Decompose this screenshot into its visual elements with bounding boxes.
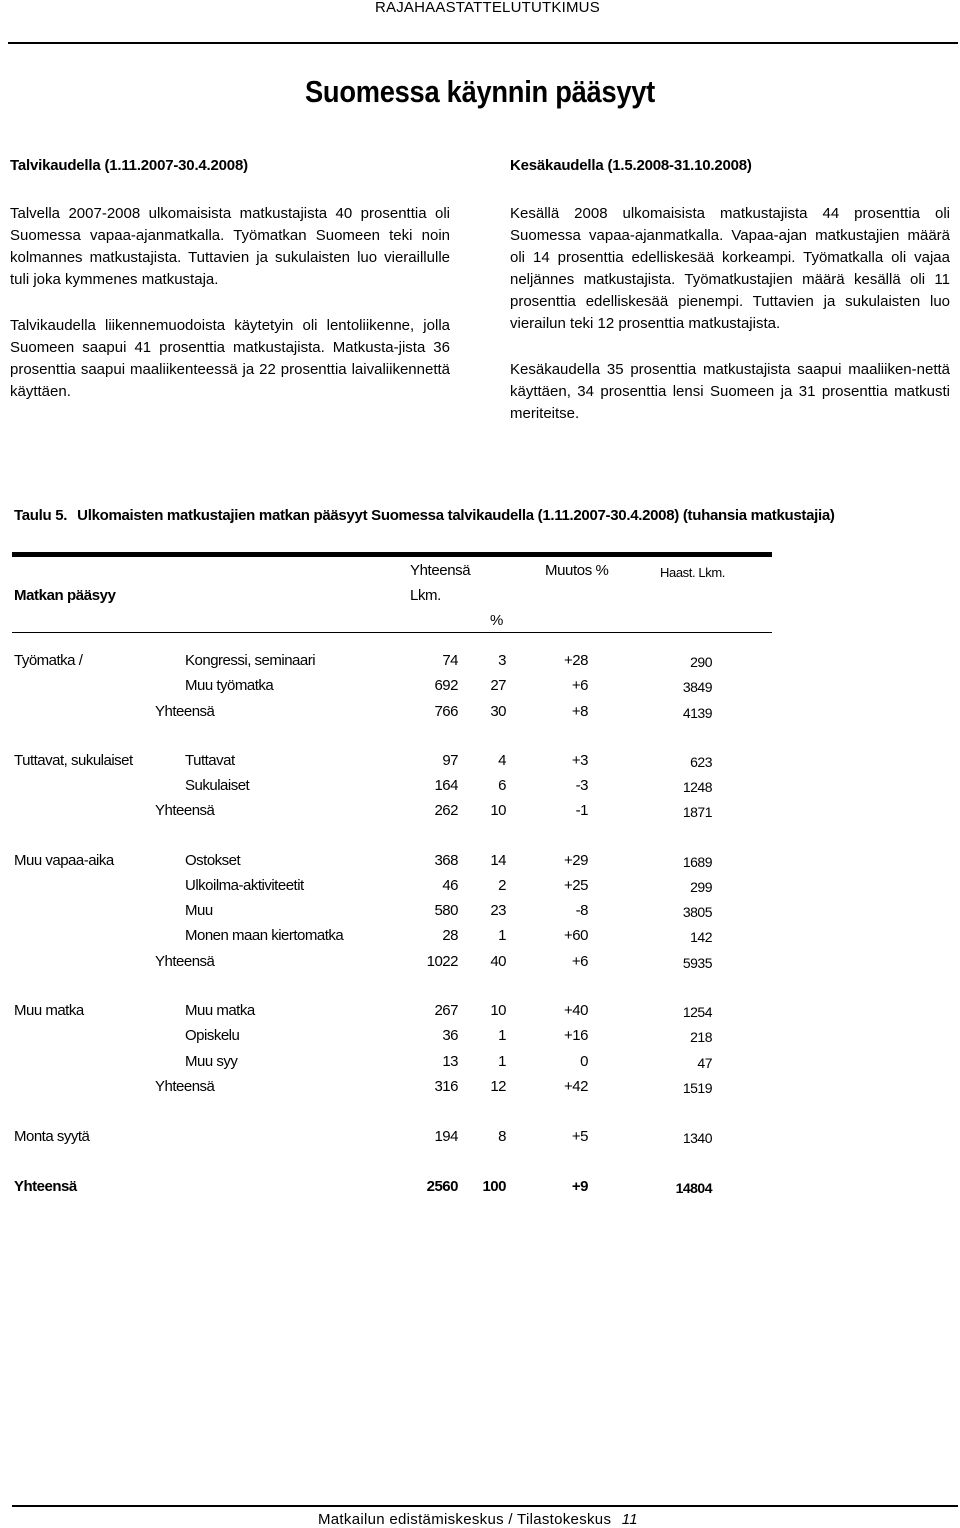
row-group-label: Muu matka — [14, 1002, 84, 1019]
cell-pct: 40 — [490, 953, 506, 970]
cell-change: 0 — [580, 1053, 588, 1070]
cell-pct: 27 — [490, 677, 506, 694]
row-sub-label: Tuttavat — [185, 752, 235, 769]
cell-haast: 1254 — [682, 1004, 712, 1020]
header-rule — [8, 42, 958, 44]
table-caption — [14, 507, 835, 524]
cell-pct: 1 — [498, 1027, 506, 1044]
cell-haast: 1689 — [682, 854, 712, 870]
cell-haast: 623 — [690, 754, 712, 770]
cell-change: -8 — [575, 902, 588, 919]
cell-lkm: 267 — [434, 1002, 458, 1019]
table-top-rule — [12, 552, 772, 557]
cell-lkm: 28 — [442, 927, 458, 944]
row-sub-label: Sukulaiset — [185, 777, 250, 794]
row-sub-label: Opiskelu — [185, 1027, 240, 1044]
row-sub-label: Ulkoilma-aktiviteetit — [185, 877, 304, 894]
cell-change: +16 — [564, 1027, 588, 1044]
cell-haast: 290 — [690, 654, 712, 670]
left-paragraph-1: Talvella 2007-2008 ulkomaisista matkustajista 40 prosenttia oli Suomessa vapaa-ajanmatkalla. Työmatkan Suomeen teki noin kolmannes matkustajista. Tuttavien ja sukulaisten luo vieraillulle tuli joka kymmenes matkustaja. — [10, 205, 450, 288]
cell-change: +6 — [571, 677, 588, 694]
footer-text: Matkailun edistämiskeskus / Tilastokeskus — [318, 1511, 612, 1528]
cell-change: +9 — [571, 1178, 588, 1195]
table-caption-text: Ulkomaisten matkustajien matkan pääsyyt Suomessa talvikaudella (1.11.2007-30.4.2008) (tuhansia matkustajia) — [77, 507, 835, 524]
cell-change: -1 — [575, 802, 588, 819]
row-group-label: Monta syytä — [14, 1128, 90, 1145]
cell-pct: 23 — [490, 902, 506, 919]
right-column — [510, 155, 950, 449]
row-sub-label: Ostokset — [185, 852, 241, 869]
row-sub-label: Kongressi, seminaari — [185, 652, 316, 669]
cell-pct: 3 — [498, 652, 506, 669]
cell-change: +40 — [564, 1002, 588, 1019]
cell-haast: 142 — [690, 929, 712, 945]
cell-lkm: 2560 — [426, 1178, 458, 1195]
cell-change: +60 — [564, 927, 588, 944]
cell-lkm: 692 — [434, 677, 458, 694]
left-column — [10, 155, 450, 427]
cell-lkm: 164 — [434, 777, 458, 794]
cell-change: +3 — [571, 752, 588, 769]
cell-lkm: 46 — [442, 877, 458, 894]
row-sub-label: Monen maan kiertomatka — [185, 927, 344, 944]
row-sub-label: Muu työmatka — [185, 677, 274, 694]
cell-change: +6 — [571, 953, 588, 970]
header-total: Yhteensä — [410, 562, 471, 579]
header-label: RAJAHAASTATTELUTUTKIMUS — [375, 0, 600, 16]
cell-haast: 218 — [690, 1029, 712, 1045]
cell-haast: 1871 — [682, 804, 712, 820]
cell-haast: 299 — [690, 879, 712, 895]
header-reason: Matkan pääsyy — [14, 587, 116, 604]
left-heading: Talvikaudella (1.11.2007-30.4.2008) — [10, 157, 248, 174]
left-paragraph-2: Talvikaudella liikennemuodoista käytetyin oli lentoliikenne, jolla Suomeen saapui 41 prosenttia matkustajista. Matkusta-jista 36 prosenttia saapui maaliikenteessä ja 22 prosenttia laivaliikennettä käyttäen. — [10, 317, 450, 400]
row-sub-label: Muu matka — [185, 1002, 255, 1019]
cell-haast: 4139 — [682, 705, 712, 721]
cell-haast: 3849 — [682, 679, 712, 695]
cell-haast: 47 — [697, 1055, 712, 1071]
cell-lkm: 1022 — [426, 953, 458, 970]
cell-haast: 1340 — [682, 1130, 712, 1146]
right-heading: Kesäkaudella (1.5.2008-31.10.2008) — [510, 157, 752, 174]
cell-change: +25 — [564, 877, 588, 894]
cell-haast: 1248 — [682, 779, 712, 795]
cell-change: +28 — [564, 652, 588, 669]
cell-change: +8 — [571, 703, 588, 720]
cell-haast: 14804 — [675, 1180, 712, 1196]
cell-lkm: 368 — [434, 852, 458, 869]
row-subtotal-label: Yhteensä — [155, 953, 215, 970]
row-sub-label: Muu — [185, 902, 213, 919]
cell-haast: 1519 — [682, 1080, 712, 1096]
right-paragraph-2: Kesäkaudella 35 prosenttia matkustajista saapui maaliiken-nettä käyttäen, 34 prosenttia lensi Suomeen ja 31 prosenttia matkusti meriteitse. — [510, 361, 950, 422]
cell-haast: 5935 — [682, 955, 712, 971]
cell-lkm: 580 — [434, 902, 458, 919]
row-group-label: Yhteensä — [14, 1178, 77, 1195]
row-subtotal-label: Yhteensä — [155, 1078, 215, 1095]
row-subtotal-label: Yhteensä — [155, 703, 215, 720]
right-paragraph-1: Kesällä 2008 ulkomaisista matkustajista 44 prosenttia oli Suomessa vapaa-ajanmatkalla. Vapaa-ajan matkustajien määrä oli 14 prosenttia edelliskesää korkeampi. Työmatkalla oli vajaa neljännes matkustajista. Työmatkustajien määrä kesällä oli 11 prosenttia edelliskesää pienempi. Tuttavien ja sukulaisten luo vierailun teki 12 prosenttia matkustajista. — [510, 205, 950, 332]
cell-lkm: 74 — [442, 652, 458, 669]
cell-pct: 1 — [498, 1053, 506, 1070]
row-group-label: Työmatka / — [14, 652, 83, 669]
cell-change: +29 — [564, 852, 588, 869]
cell-pct: 12 — [490, 1078, 506, 1095]
row-subtotal-label: Yhteensä — [155, 802, 215, 819]
header-pct: % — [490, 612, 503, 629]
row-group-label: Muu vapaa-aika — [14, 852, 114, 869]
cell-pct: 6 — [498, 777, 506, 794]
header-change: Muutos % — [545, 562, 609, 579]
table-number: Taulu 5. — [14, 507, 68, 524]
cell-pct: 10 — [490, 1002, 506, 1019]
footer-rule — [12, 1505, 958, 1507]
cell-lkm: 97 — [442, 752, 458, 769]
cell-pct: 4 — [498, 752, 506, 769]
cell-pct: 14 — [490, 852, 506, 869]
header-lkm: Lkm. — [410, 587, 441, 604]
cell-lkm: 194 — [434, 1128, 458, 1145]
cell-lkm: 36 — [442, 1027, 458, 1044]
cell-lkm: 316 — [434, 1078, 458, 1095]
cell-pct: 2 — [498, 877, 506, 894]
table-header-rule — [12, 632, 772, 633]
cell-pct: 1 — [498, 927, 506, 944]
cell-lkm: 766 — [434, 703, 458, 720]
cell-pct: 8 — [498, 1128, 506, 1145]
cell-change: -3 — [575, 777, 588, 794]
row-group-label: Tuttavat, sukulaiset — [14, 752, 133, 769]
cell-pct: 10 — [490, 802, 506, 819]
page-number: 11 — [621, 1511, 638, 1528]
cell-haast: 3805 — [682, 904, 712, 920]
header-haast: Haast. Lkm. — [660, 565, 725, 580]
page-title: Suomessa käynnin pääsyyt — [305, 74, 655, 109]
cell-lkm: 13 — [442, 1053, 458, 1070]
cell-lkm: 262 — [434, 802, 458, 819]
cell-change: +42 — [564, 1078, 588, 1095]
cell-change: +5 — [571, 1128, 588, 1145]
page-footer — [318, 1511, 638, 1528]
cell-pct: 100 — [482, 1178, 506, 1195]
cell-pct: 30 — [490, 703, 506, 720]
row-sub-label: Muu syy — [185, 1053, 238, 1070]
